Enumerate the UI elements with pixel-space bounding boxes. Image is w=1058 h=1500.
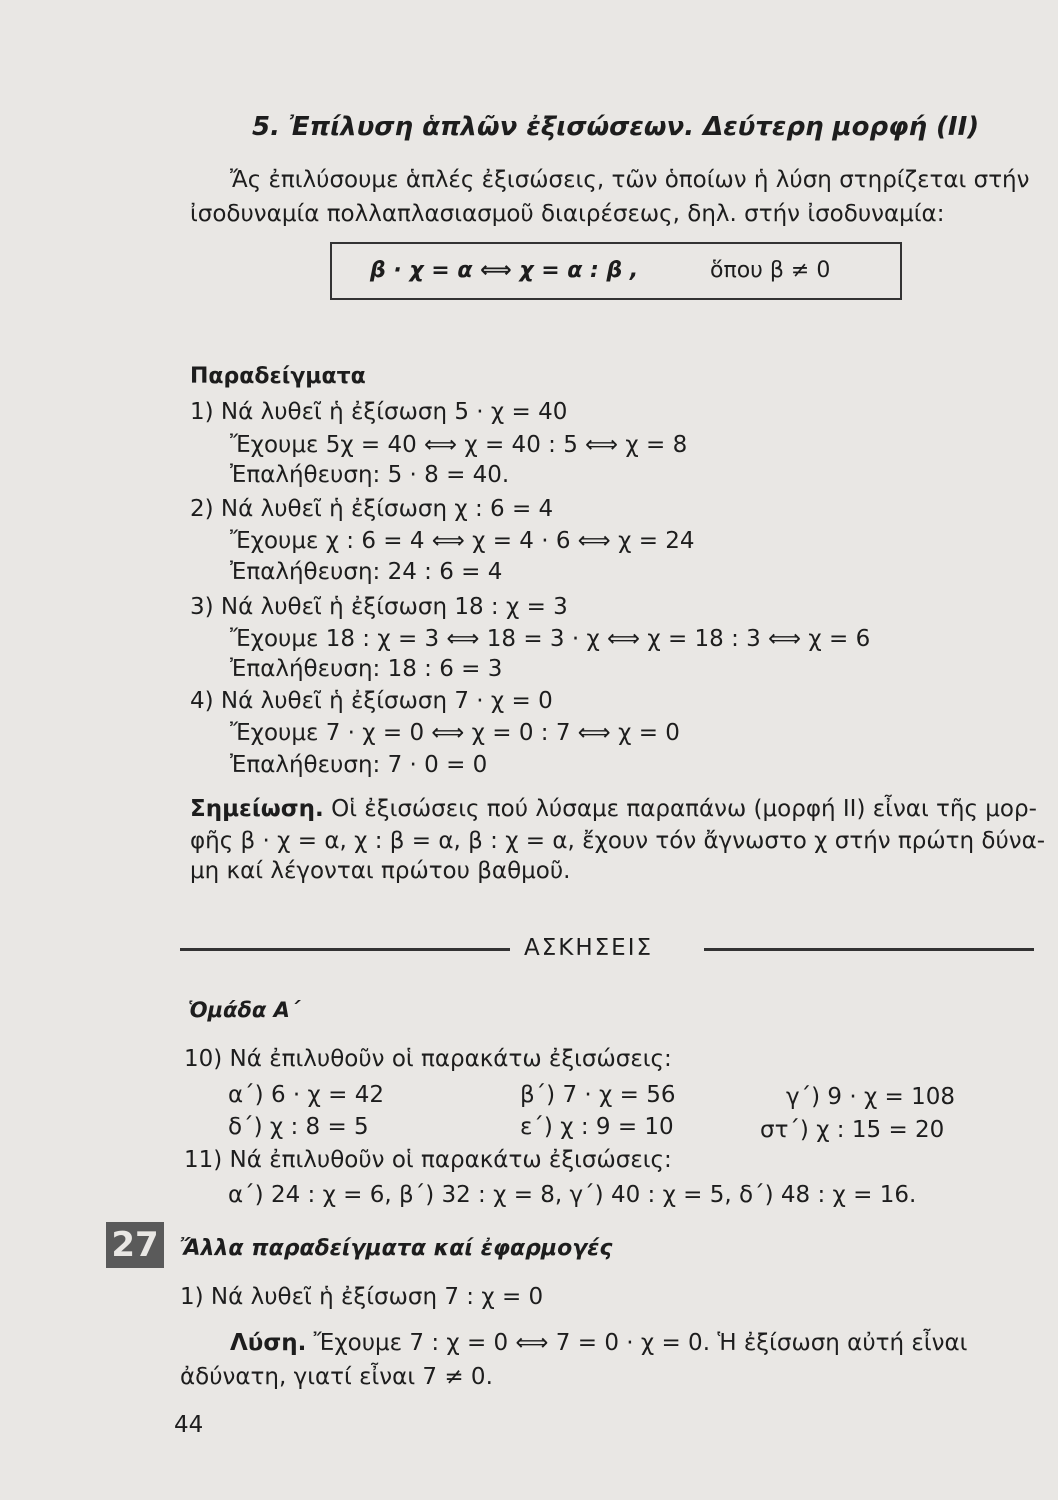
examples-heading: Παραδείγματα xyxy=(190,364,366,389)
exercise-10-prompt: 10) Νά ἐπιλυθοῦν οἱ παρακάτω ἐξισώσεις: xyxy=(184,1046,672,1072)
divider-right xyxy=(704,948,1034,951)
example-line: Ἐπαλήθευση: 18 : 6 = 3 xyxy=(230,656,503,682)
exercise-10-c: γ΄) 9 · χ = 108 xyxy=(786,1084,956,1110)
more-examples-heading: Ἄλλα παραδείγματα καί ἐφαρμογές xyxy=(180,1236,613,1261)
example-line: Ἔχουμε 18 : χ = 3 ⟺ 18 = 3 · χ ⟺ χ = 18 : 3 ⟺ χ = 6 xyxy=(230,626,871,652)
exercise-11-prompt: 11) Νά ἐπιλυθοῦν οἱ παρακάτω ἐξισώσεις: xyxy=(184,1147,672,1173)
formula-condition: ὅπου β ≠ 0 xyxy=(710,258,831,283)
note-label: Σημείωση. xyxy=(190,796,324,822)
group-label: Ὁμάδα Α΄ xyxy=(188,998,300,1022)
example-line: 1) Νά λυθεῖ ἡ ἐξίσωση 5 · χ = 40 xyxy=(190,399,568,425)
solution-label: Λύση. xyxy=(230,1330,307,1356)
more-example-line: 1) Νά λυθεῖ ἡ ἐξίσωση 7 : χ = 0 xyxy=(180,1284,544,1310)
intro-line-2: ἰσοδυναμία πολλαπλασιασμοῦ διαιρέσεως, δηλ. στήν ἰσοδυναμία: xyxy=(190,201,945,227)
exercise-10-d: δ΄) χ : 8 = 5 xyxy=(228,1114,369,1140)
solution-line-2: ἀδύνατη, γιατί εἶναι 7 ≠ 0. xyxy=(180,1364,493,1390)
exercise-10-b: β΄) 7 · χ = 56 xyxy=(520,1082,676,1108)
divider-left xyxy=(180,948,510,951)
exercises-heading: ΑΣΚΗΣΕΙΣ xyxy=(524,935,654,961)
example-line: Ἔχουμε 5χ = 40 ⟺ χ = 40 : 5 ⟺ χ = 8 xyxy=(230,432,688,458)
example-line: Ἔχουμε χ : 6 = 4 ⟺ χ = 4 · 6 ⟺ χ = 24 xyxy=(230,528,695,554)
example-line: Ἐπαλήθευση: 7 · 0 = 0 xyxy=(230,752,488,778)
note-line-3: μη καί λέγονται πρώτου βαθμοῦ. xyxy=(190,858,571,884)
example-line: Ἔχουμε 7 · χ = 0 ⟺ χ = 0 : 7 ⟺ χ = 0 xyxy=(230,720,680,746)
page-number: 44 xyxy=(174,1412,204,1438)
formula-box xyxy=(330,242,902,300)
example-line: Ἐπαλήθευση: 24 : 6 = 4 xyxy=(230,559,503,585)
example-line: 4) Νά λυθεῖ ἡ ἐξίσωση 7 · χ = 0 xyxy=(190,688,553,714)
section-title: 5. Ἐπίλυση ἁπλῶν ἐξισώσεων. Δεύτερη μορφή (ΙΙ) xyxy=(252,112,980,142)
exercise-11-items: α΄) 24 : χ = 6, β΄) 32 : χ = 8, γ΄) 40 : χ = 5, δ΄) 48 : χ = 16. xyxy=(228,1182,917,1208)
example-line: 3) Νά λυθεῖ ἡ ἐξίσωση 18 : χ = 3 xyxy=(190,594,568,620)
example-line: Ἐπαλήθευση: 5 · 8 = 40. xyxy=(230,462,510,488)
note-line-2: φῆς β · χ = α, χ : β = α, β : χ = α, ἔχουν τόν ἄγνωστο χ στήν πρώτη δύνα- xyxy=(190,828,1046,854)
exercise-10-e: ε΄) χ : 9 = 10 xyxy=(520,1114,674,1140)
exercise-10-f: στ΄) χ : 15 = 20 xyxy=(760,1117,945,1143)
example-line: 2) Νά λυθεῖ ἡ ἐξίσωση χ : 6 = 4 xyxy=(190,496,554,522)
solution-line-1: Λύση. Ἔχουμε 7 : χ = 0 ⟺ 7 = 0 · χ = 0. Ἡ ἐξίσωση αὐτή εἶναι xyxy=(230,1330,968,1356)
formula-equivalence: β · χ = α ⟺ χ = α : β , xyxy=(370,258,639,283)
intro-line-1: Ἄς ἐπιλύσουμε ἁπλές ἐξισώσεις, τῶν ὁποίων ἡ λύση στηρίζεται στήν xyxy=(230,167,1030,193)
note-line-1: Σημείωση. Οἱ ἐξισώσεις πού λύσαμε παραπάνω (μορφή ΙΙ) εἶναι τῆς μορ- xyxy=(190,796,1037,822)
exercise-10-a: α΄) 6 · χ = 42 xyxy=(228,1082,384,1108)
chapter-number-badge: 27 xyxy=(106,1222,164,1268)
